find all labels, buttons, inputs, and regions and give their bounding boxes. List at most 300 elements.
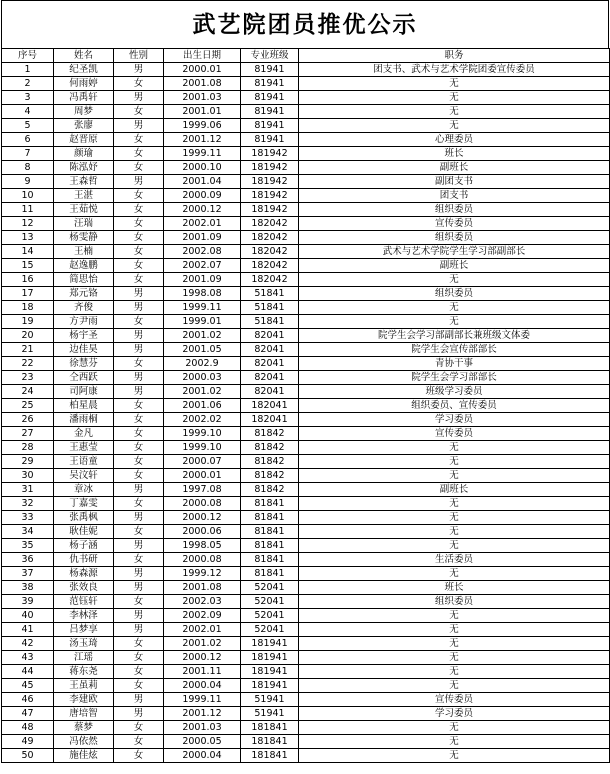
- table-row: [2, 133, 610, 147]
- cell-birthdate: 2000.10: [164, 161, 241, 175]
- cell-class: 81842: [241, 455, 299, 469]
- spreadsheet: [1, 0, 609, 763]
- table-row: [2, 287, 610, 301]
- cell-gender: 女: [114, 637, 164, 651]
- cell-class: 182042: [241, 217, 299, 231]
- cell-name: 耿佳妮: [54, 525, 114, 539]
- cell-name: 李建欧: [54, 693, 114, 707]
- table-row: [2, 455, 610, 469]
- table-row: [2, 525, 610, 539]
- cell-name: 章冰: [54, 483, 114, 497]
- cell-name: 边佳昊: [54, 343, 114, 357]
- table-row: [2, 595, 610, 609]
- table-row: [2, 721, 610, 735]
- cell-gender: 女: [114, 651, 164, 665]
- cell-name: 王语童: [54, 455, 114, 469]
- cell-birthdate: 2001.09: [164, 231, 241, 245]
- cell-index: 45: [2, 679, 54, 693]
- cell-gender: 女: [114, 735, 164, 749]
- cell-gender: 女: [114, 595, 164, 609]
- cell-index: 31: [2, 483, 54, 497]
- table-row: [2, 539, 610, 553]
- cell-index: 39: [2, 595, 54, 609]
- cell-class: 82041: [241, 385, 299, 399]
- cell-birthdate: 2002.03: [164, 595, 241, 609]
- cell-name: 吕梦享: [54, 623, 114, 637]
- table-row: [2, 245, 610, 259]
- cell-birthdate: 2001.02: [164, 637, 241, 651]
- cell-name: 冯禹轩: [54, 91, 114, 105]
- header-row: [2, 49, 610, 63]
- cell-birthdate: 2001.08: [164, 581, 241, 595]
- cell-birthdate: 1999.11: [164, 301, 241, 315]
- cell-class: 51941: [241, 693, 299, 707]
- cell-name: 仇书研: [54, 553, 114, 567]
- cell-birthdate: 2001.02: [164, 385, 241, 399]
- table-row: [2, 385, 610, 399]
- cell-birthdate: 1999.10: [164, 441, 241, 455]
- cell-class: 52041: [241, 609, 299, 623]
- cell-birthdate: 1999.10: [164, 427, 241, 441]
- cell-class: 182042: [241, 245, 299, 259]
- cell-name: 周梦: [54, 105, 114, 119]
- table-row: [2, 735, 610, 749]
- table-row: [2, 665, 610, 679]
- cell-birthdate: 2001.12: [164, 707, 241, 721]
- cell-birthdate: 2000.08: [164, 553, 241, 567]
- cell-class: 81841: [241, 511, 299, 525]
- table-row: [2, 175, 610, 189]
- cell-birthdate: 2002.9: [164, 357, 241, 371]
- cell-birthdate: 2002.09: [164, 609, 241, 623]
- cell-index: 50: [2, 749, 54, 763]
- cell-class: 81842: [241, 441, 299, 455]
- cell-class: 181941: [241, 637, 299, 651]
- cell-position: 无: [299, 651, 610, 665]
- cell-class: 51841: [241, 315, 299, 329]
- cell-birthdate: 1998.08: [164, 287, 241, 301]
- cell-birthdate: 1999.01: [164, 315, 241, 329]
- table-row: [2, 651, 610, 665]
- cell-name: 杨子涵: [54, 539, 114, 553]
- cell-index: 26: [2, 413, 54, 427]
- cell-name: 王虽莉: [54, 679, 114, 693]
- cell-position: 心理委员: [299, 133, 610, 147]
- cell-name: 蒋东尧: [54, 665, 114, 679]
- cell-birthdate: 1999.12: [164, 567, 241, 581]
- cell-birthdate: 2001.01: [164, 105, 241, 119]
- cell-gender: 女: [114, 441, 164, 455]
- cell-gender: 女: [114, 427, 164, 441]
- cell-index: 37: [2, 567, 54, 581]
- cell-index: 27: [2, 427, 54, 441]
- cell-gender: 男: [114, 609, 164, 623]
- cell-birthdate: 2000.12: [164, 651, 241, 665]
- cell-class: 81841: [241, 553, 299, 567]
- cell-index: 15: [2, 259, 54, 273]
- header-gender: 性别: [114, 49, 164, 63]
- cell-name: 张廖: [54, 119, 114, 133]
- cell-class: 81842: [241, 427, 299, 441]
- cell-birthdate: 2001.03: [164, 721, 241, 735]
- cell-birthdate: 2000.12: [164, 511, 241, 525]
- cell-birthdate: 2002.01: [164, 217, 241, 231]
- cell-gender: 女: [114, 413, 164, 427]
- table-row: [2, 679, 610, 693]
- cell-position: 无: [299, 441, 610, 455]
- cell-position: 无: [299, 119, 610, 133]
- cell-position: 无: [299, 539, 610, 553]
- cell-gender: 男: [114, 385, 164, 399]
- cell-birthdate: 2001.06: [164, 399, 241, 413]
- cell-class: 181941: [241, 665, 299, 679]
- cell-index: 21: [2, 343, 54, 357]
- cell-gender: 男: [114, 539, 164, 553]
- cell-class: 82041: [241, 343, 299, 357]
- cell-gender: 女: [114, 553, 164, 567]
- cell-name: 徐慧芬: [54, 357, 114, 371]
- cell-index: 36: [2, 553, 54, 567]
- cell-gender: 男: [114, 581, 164, 595]
- cell-position: 班长: [299, 147, 610, 161]
- cell-class: 181942: [241, 147, 299, 161]
- cell-name: 司阿康: [54, 385, 114, 399]
- cell-index: 48: [2, 721, 54, 735]
- cell-position: 宣传委员: [299, 427, 610, 441]
- cell-position: 班级学习委员: [299, 385, 610, 399]
- cell-position: 无: [299, 273, 610, 287]
- cell-position: 无: [299, 679, 610, 693]
- cell-gender: 女: [114, 399, 164, 413]
- cell-name: 王惠莹: [54, 441, 114, 455]
- cell-name: 张禹枫: [54, 511, 114, 525]
- cell-gender: 女: [114, 273, 164, 287]
- cell-gender: 男: [114, 91, 164, 105]
- cell-class: 51841: [241, 287, 299, 301]
- cell-class: 81941: [241, 105, 299, 119]
- cell-birthdate: 1998.05: [164, 539, 241, 553]
- cell-name: 郑元铬: [54, 287, 114, 301]
- cell-position: 团支书: [299, 189, 610, 203]
- cell-gender: 女: [114, 147, 164, 161]
- cell-position: 副班长: [299, 483, 610, 497]
- cell-name: 赵逸鹏: [54, 259, 114, 273]
- cell-position: 院学生会学习部副部长兼班级文体委: [299, 329, 610, 343]
- cell-birthdate: 2001.09: [164, 273, 241, 287]
- cell-class: 82041: [241, 329, 299, 343]
- cell-index: 11: [2, 203, 54, 217]
- cell-index: 20: [2, 329, 54, 343]
- cell-index: 25: [2, 399, 54, 413]
- cell-gender: 女: [114, 105, 164, 119]
- cell-class: 51841: [241, 301, 299, 315]
- cell-index: 29: [2, 455, 54, 469]
- cell-class: 81941: [241, 133, 299, 147]
- table-row: [2, 357, 610, 371]
- cell-gender: 女: [114, 357, 164, 371]
- cell-gender: 女: [114, 245, 164, 259]
- cell-name: 王茹悦: [54, 203, 114, 217]
- cell-gender: 女: [114, 77, 164, 91]
- cell-position: 无: [299, 301, 610, 315]
- cell-position: 学习委员: [299, 413, 610, 427]
- cell-position: 无: [299, 315, 610, 329]
- cell-name: 蔡梦: [54, 721, 114, 735]
- cell-index: 12: [2, 217, 54, 231]
- cell-class: 81841: [241, 539, 299, 553]
- cell-index: 2: [2, 77, 54, 91]
- cell-birthdate: 2000.04: [164, 749, 241, 763]
- cell-position: 无: [299, 469, 610, 483]
- cell-position: 无: [299, 735, 610, 749]
- table-row: [2, 329, 610, 343]
- table-row: [2, 469, 610, 483]
- cell-class: 52041: [241, 595, 299, 609]
- table-row: [2, 371, 610, 385]
- cell-position: 组织委员、宣传委员: [299, 399, 610, 413]
- cell-gender: 男: [114, 343, 164, 357]
- table-row: [2, 301, 610, 315]
- table-row: [2, 343, 610, 357]
- cell-gender: 女: [114, 679, 164, 693]
- cell-position: 无: [299, 455, 610, 469]
- cell-birthdate: 1999.11: [164, 147, 241, 161]
- cell-gender: 男: [114, 371, 164, 385]
- cell-index: 33: [2, 511, 54, 525]
- cell-position: 无: [299, 525, 610, 539]
- table-row: [2, 693, 610, 707]
- cell-name: 丁嘉雯: [54, 497, 114, 511]
- cell-class: 181942: [241, 161, 299, 175]
- cell-class: 181841: [241, 735, 299, 749]
- cell-name: 齐俊: [54, 301, 114, 315]
- table-row: [2, 609, 610, 623]
- cell-class: 181841: [241, 721, 299, 735]
- cell-name: 杨雯静: [54, 231, 114, 245]
- cell-name: 金凡: [54, 427, 114, 441]
- cell-position: 副团支书: [299, 175, 610, 189]
- cell-gender: 男: [114, 301, 164, 315]
- cell-gender: 男: [114, 623, 164, 637]
- cell-gender: 女: [114, 665, 164, 679]
- cell-name: 简思怡: [54, 273, 114, 287]
- table-row: [2, 77, 610, 91]
- cell-name: 吴汶轩: [54, 469, 114, 483]
- cell-name: 王森哲: [54, 175, 114, 189]
- cell-class: 181841: [241, 749, 299, 763]
- cell-index: 30: [2, 469, 54, 483]
- cell-position: 组织委员: [299, 287, 610, 301]
- table-row: [2, 119, 610, 133]
- table-row: [2, 707, 610, 721]
- cell-birthdate: 2001.05: [164, 343, 241, 357]
- cell-position: 无: [299, 567, 610, 581]
- cell-name: 张效良: [54, 581, 114, 595]
- cell-class: 181941: [241, 679, 299, 693]
- header-index: 序号: [2, 49, 54, 63]
- cell-gender: 女: [114, 217, 164, 231]
- cell-gender: 男: [114, 119, 164, 133]
- cell-position: 班长: [299, 581, 610, 595]
- cell-index: 42: [2, 637, 54, 651]
- cell-name: 赵晋原: [54, 133, 114, 147]
- cell-name: 柏星晨: [54, 399, 114, 413]
- cell-index: 47: [2, 707, 54, 721]
- cell-name: 杨宇圣: [54, 329, 114, 343]
- cell-birthdate: 2000.12: [164, 203, 241, 217]
- cell-class: 181942: [241, 189, 299, 203]
- cell-gender: 女: [114, 203, 164, 217]
- cell-birthdate: 2001.11: [164, 665, 241, 679]
- cell-name: 唐培智: [54, 707, 114, 721]
- cell-birthdate: 1999.06: [164, 119, 241, 133]
- cell-name: 施佳炫: [54, 749, 114, 763]
- table-row: [2, 231, 610, 245]
- cell-index: 28: [2, 441, 54, 455]
- cell-class: 81941: [241, 91, 299, 105]
- cell-birthdate: 2002.01: [164, 623, 241, 637]
- table-row: [2, 315, 610, 329]
- cell-index: 19: [2, 315, 54, 329]
- cell-index: 34: [2, 525, 54, 539]
- cell-gender: 男: [114, 329, 164, 343]
- cell-index: 4: [2, 105, 54, 119]
- cell-name: 仝西跃: [54, 371, 114, 385]
- cell-class: 81841: [241, 497, 299, 511]
- cell-index: 9: [2, 175, 54, 189]
- cell-position: 副班长: [299, 259, 610, 273]
- cell-position: 无: [299, 665, 610, 679]
- cell-position: 副班长: [299, 161, 610, 175]
- cell-gender: 女: [114, 749, 164, 763]
- cell-birthdate: 2000.03: [164, 371, 241, 385]
- cell-gender: 女: [114, 469, 164, 483]
- cell-index: 32: [2, 497, 54, 511]
- table-row: [2, 105, 610, 119]
- cell-gender: 男: [114, 287, 164, 301]
- table-row: [2, 581, 610, 595]
- cell-gender: 女: [114, 455, 164, 469]
- table-row: [2, 749, 610, 763]
- cell-birthdate: 2000.04: [164, 679, 241, 693]
- cell-gender: 男: [114, 567, 164, 581]
- cell-index: 5: [2, 119, 54, 133]
- cell-gender: 女: [114, 133, 164, 147]
- table-row: [2, 637, 610, 651]
- cell-position: 学习委员: [299, 707, 610, 721]
- cell-name: 江瑶: [54, 651, 114, 665]
- table-row: [2, 483, 610, 497]
- cell-birthdate: 1999.11: [164, 693, 241, 707]
- cell-class: 82041: [241, 371, 299, 385]
- cell-birthdate: 2000.01: [164, 63, 241, 77]
- cell-index: 41: [2, 623, 54, 637]
- cell-class: 181942: [241, 175, 299, 189]
- cell-name: 汪瑞: [54, 217, 114, 231]
- cell-position: 院学生会学习部部长: [299, 371, 610, 385]
- table-row: [2, 441, 610, 455]
- cell-index: 6: [2, 133, 54, 147]
- cell-position: 组织委员: [299, 203, 610, 217]
- cell-position: 生活委员: [299, 553, 610, 567]
- cell-index: 16: [2, 273, 54, 287]
- cell-position: 组织委员: [299, 231, 610, 245]
- cell-position: 组织委员: [299, 595, 610, 609]
- header-birthdate: 出生日期: [164, 49, 241, 63]
- cell-position: 院学生会宣传部部长: [299, 343, 610, 357]
- cell-name: 汤玉琦: [54, 637, 114, 651]
- cell-gender: 女: [114, 189, 164, 203]
- cell-gender: 女: [114, 497, 164, 511]
- cell-class: 82041: [241, 357, 299, 371]
- table-row: [2, 189, 610, 203]
- cell-class: 81941: [241, 119, 299, 133]
- cell-birthdate: 2000.07: [164, 455, 241, 469]
- table-row: [2, 553, 610, 567]
- cell-position: 无: [299, 91, 610, 105]
- cell-gender: 男: [114, 511, 164, 525]
- cell-birthdate: 2001.02: [164, 329, 241, 343]
- table-row: [2, 273, 610, 287]
- cell-class: 182041: [241, 413, 299, 427]
- cell-name: 冯依然: [54, 735, 114, 749]
- cell-index: 1: [2, 63, 54, 77]
- cell-gender: 男: [114, 483, 164, 497]
- cell-index: 13: [2, 231, 54, 245]
- cell-class: 81842: [241, 469, 299, 483]
- cell-position: 青协干事: [299, 357, 610, 371]
- table-row: [2, 497, 610, 511]
- cell-index: 18: [2, 301, 54, 315]
- cell-gender: 女: [114, 721, 164, 735]
- cell-position: 无: [299, 77, 610, 91]
- cell-birthdate: 2000.05: [164, 735, 241, 749]
- cell-birthdate: 2000.06: [164, 525, 241, 539]
- cell-class: 181941: [241, 651, 299, 665]
- cell-index: 24: [2, 385, 54, 399]
- cell-birthdate: 2001.04: [164, 175, 241, 189]
- cell-index: 17: [2, 287, 54, 301]
- table-row: [2, 567, 610, 581]
- cell-index: 3: [2, 91, 54, 105]
- cell-position: 无: [299, 623, 610, 637]
- cell-birthdate: 2002.08: [164, 245, 241, 259]
- table-row: [2, 63, 610, 77]
- cell-class: 81941: [241, 63, 299, 77]
- cell-class: 81841: [241, 525, 299, 539]
- cell-birthdate: 2000.08: [164, 497, 241, 511]
- cell-birthdate: 2001.03: [164, 91, 241, 105]
- cell-index: 10: [2, 189, 54, 203]
- cell-name: 潘雨桐: [54, 413, 114, 427]
- header-class: 专业班级: [241, 49, 299, 63]
- cell-gender: 男: [114, 63, 164, 77]
- cell-class: 81941: [241, 77, 299, 91]
- cell-index: 46: [2, 693, 54, 707]
- cell-index: 22: [2, 357, 54, 371]
- cell-position: 武术与艺术学院学生学习部副部长: [299, 245, 610, 259]
- cell-name: 颜瑜: [54, 147, 114, 161]
- member-table: [1, 48, 610, 763]
- cell-class: 81842: [241, 483, 299, 497]
- table-row: [2, 147, 610, 161]
- cell-name: 王楠: [54, 245, 114, 259]
- cell-position: 无: [299, 511, 610, 525]
- table-row: [2, 203, 610, 217]
- cell-index: 23: [2, 371, 54, 385]
- cell-birthdate: 2002.02: [164, 413, 241, 427]
- cell-index: 38: [2, 581, 54, 595]
